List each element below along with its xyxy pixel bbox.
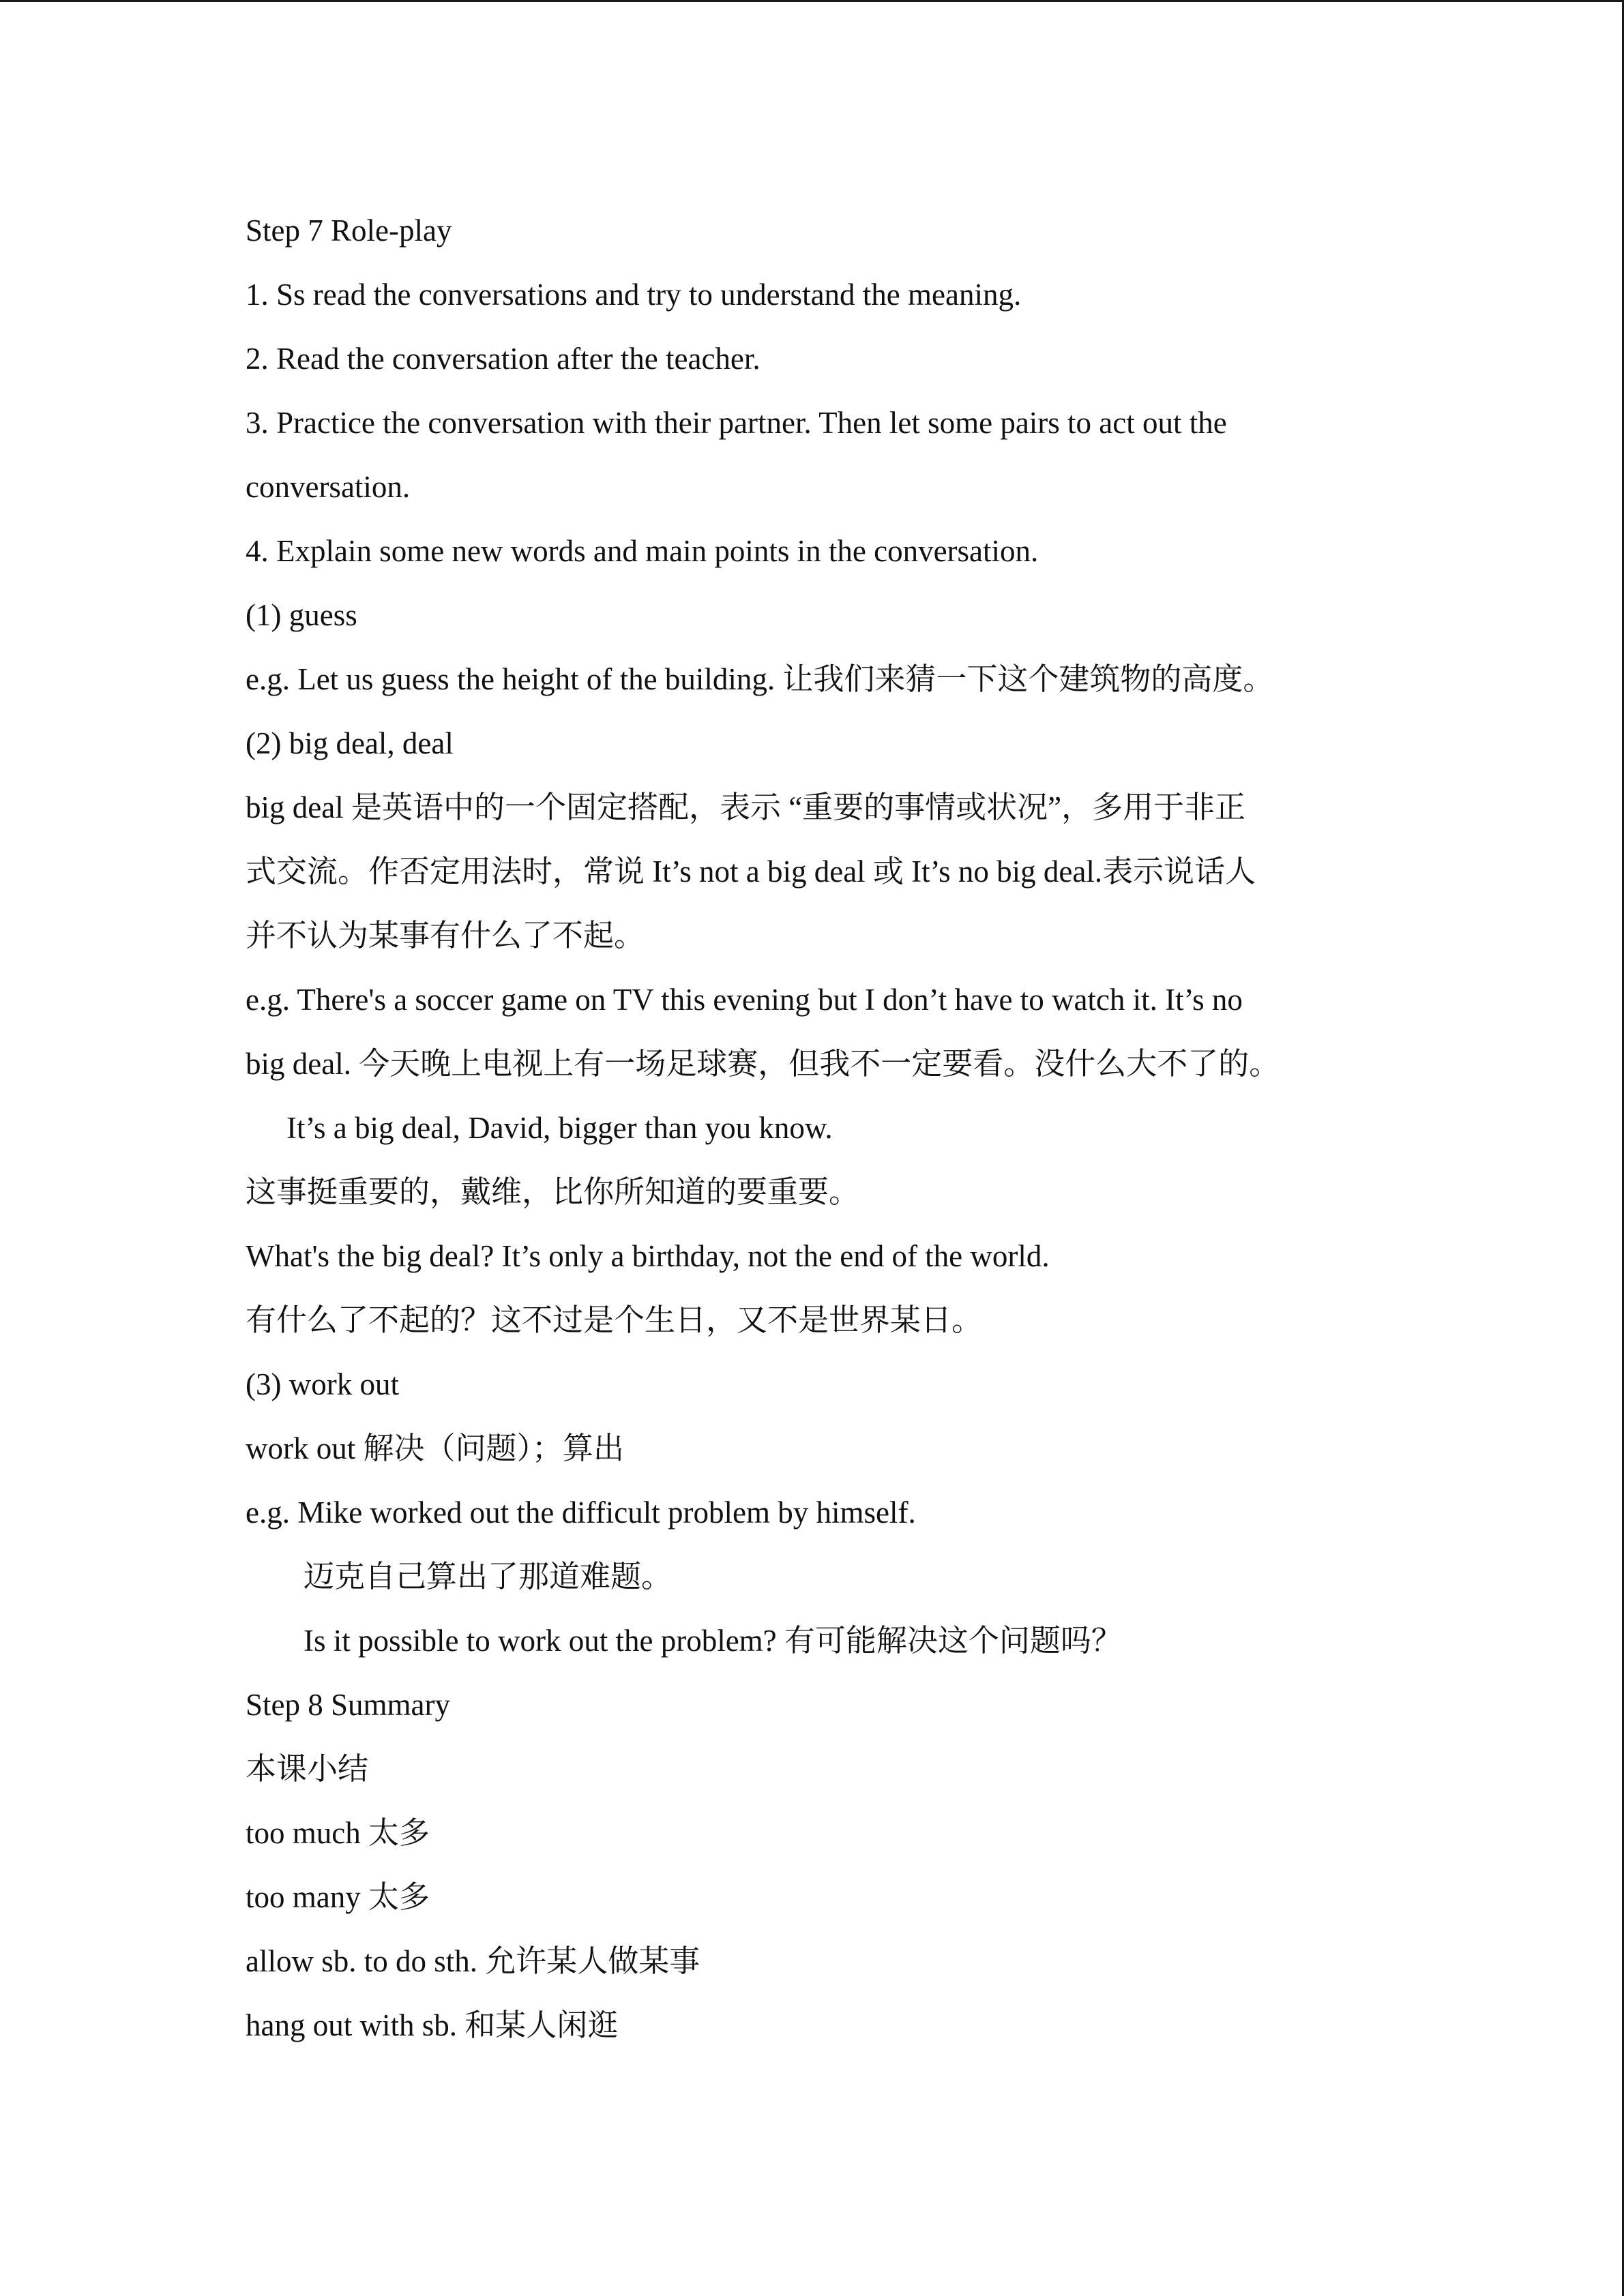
step8-heading: Step 8 Summary bbox=[246, 1688, 450, 1722]
instruction-3: 3. Practice the conversation with their partner. Then let some pairs to act out the bbox=[246, 406, 1227, 440]
point-3-definition: work out 解决（问题）；算出 bbox=[246, 1431, 624, 1465]
point-2-example-2: It’s a big deal, David, bigger than you know. bbox=[286, 1111, 833, 1145]
summary-item-too-much: too much 太多 bbox=[246, 1816, 430, 1850]
point-2-explanation-end: 并不认为某事有什么了不起。 bbox=[246, 919, 645, 953]
instruction-2: 2. Read the conversation after the teacher. bbox=[246, 342, 761, 376]
point-2-heading: (2) big deal, deal bbox=[246, 726, 454, 760]
point-2-explanation-cont: 式交流。作否定用法时，常说 It’s not a big deal 或 It’s no big deal.表示说话人 bbox=[246, 854, 1256, 889]
point-2-example-1-cont: big deal. 今天晚上电视上有一场足球赛，但我不一定要看。没什么大不了的。 bbox=[246, 1047, 1280, 1081]
point-2-example-1: e.g. There's a soccer game on TV this evening but I don’t have to watch it. It’s no bbox=[246, 983, 1243, 1017]
page-top-border bbox=[0, 0, 1624, 2]
instruction-4: 4. Explain some new words and main points in the conversation. bbox=[246, 534, 1039, 568]
point-1-example: e.g. Let us guess the height of the building. 让我们来猜一下这个建筑物的高度。 bbox=[246, 662, 1274, 696]
point-3-example-1: e.g. Mike worked out the difficult problem by himself. bbox=[246, 1495, 916, 1530]
instruction-3-cont: conversation. bbox=[246, 470, 411, 504]
point-1-heading: (1) guess bbox=[246, 598, 357, 632]
point-2-example-3: What's the big deal? It’s only a birthday, not the end of the world. bbox=[246, 1239, 1050, 1273]
summary-title: 本课小结 bbox=[246, 1752, 369, 1786]
point-3-example-1-translation: 迈克自己算出了那道难题。 bbox=[304, 1560, 673, 1594]
instruction-1: 1. Ss read the conversations and try to understand the meaning. bbox=[246, 278, 1022, 312]
point-2-explanation: big deal 是英语中的一个固定搭配，表示 “重要的事情或状况”，多用于非正 bbox=[246, 790, 1246, 824]
point-3-example-2: Is it possible to work out the problem? 有可能解决这个问题吗？ bbox=[304, 1624, 1122, 1658]
point-2-example-2-translation: 这事挺重要的，戴维，比你所知道的要重要。 bbox=[246, 1175, 860, 1209]
point-3-heading: (3) work out bbox=[246, 1367, 399, 1401]
summary-item-allow: allow sb. to do sth. 允许某人做某事 bbox=[246, 1944, 700, 1978]
summary-item-too-many: too many 太多 bbox=[246, 1880, 430, 1914]
step7-heading: Step 7 Role-play bbox=[246, 213, 452, 248]
point-2-example-3-translation: 有什么了不起的？这不过是个生日，又不是世界某日。 bbox=[246, 1303, 983, 1337]
summary-item-hang-out: hang out with sb. 和某人闲逛 bbox=[246, 2008, 619, 2042]
